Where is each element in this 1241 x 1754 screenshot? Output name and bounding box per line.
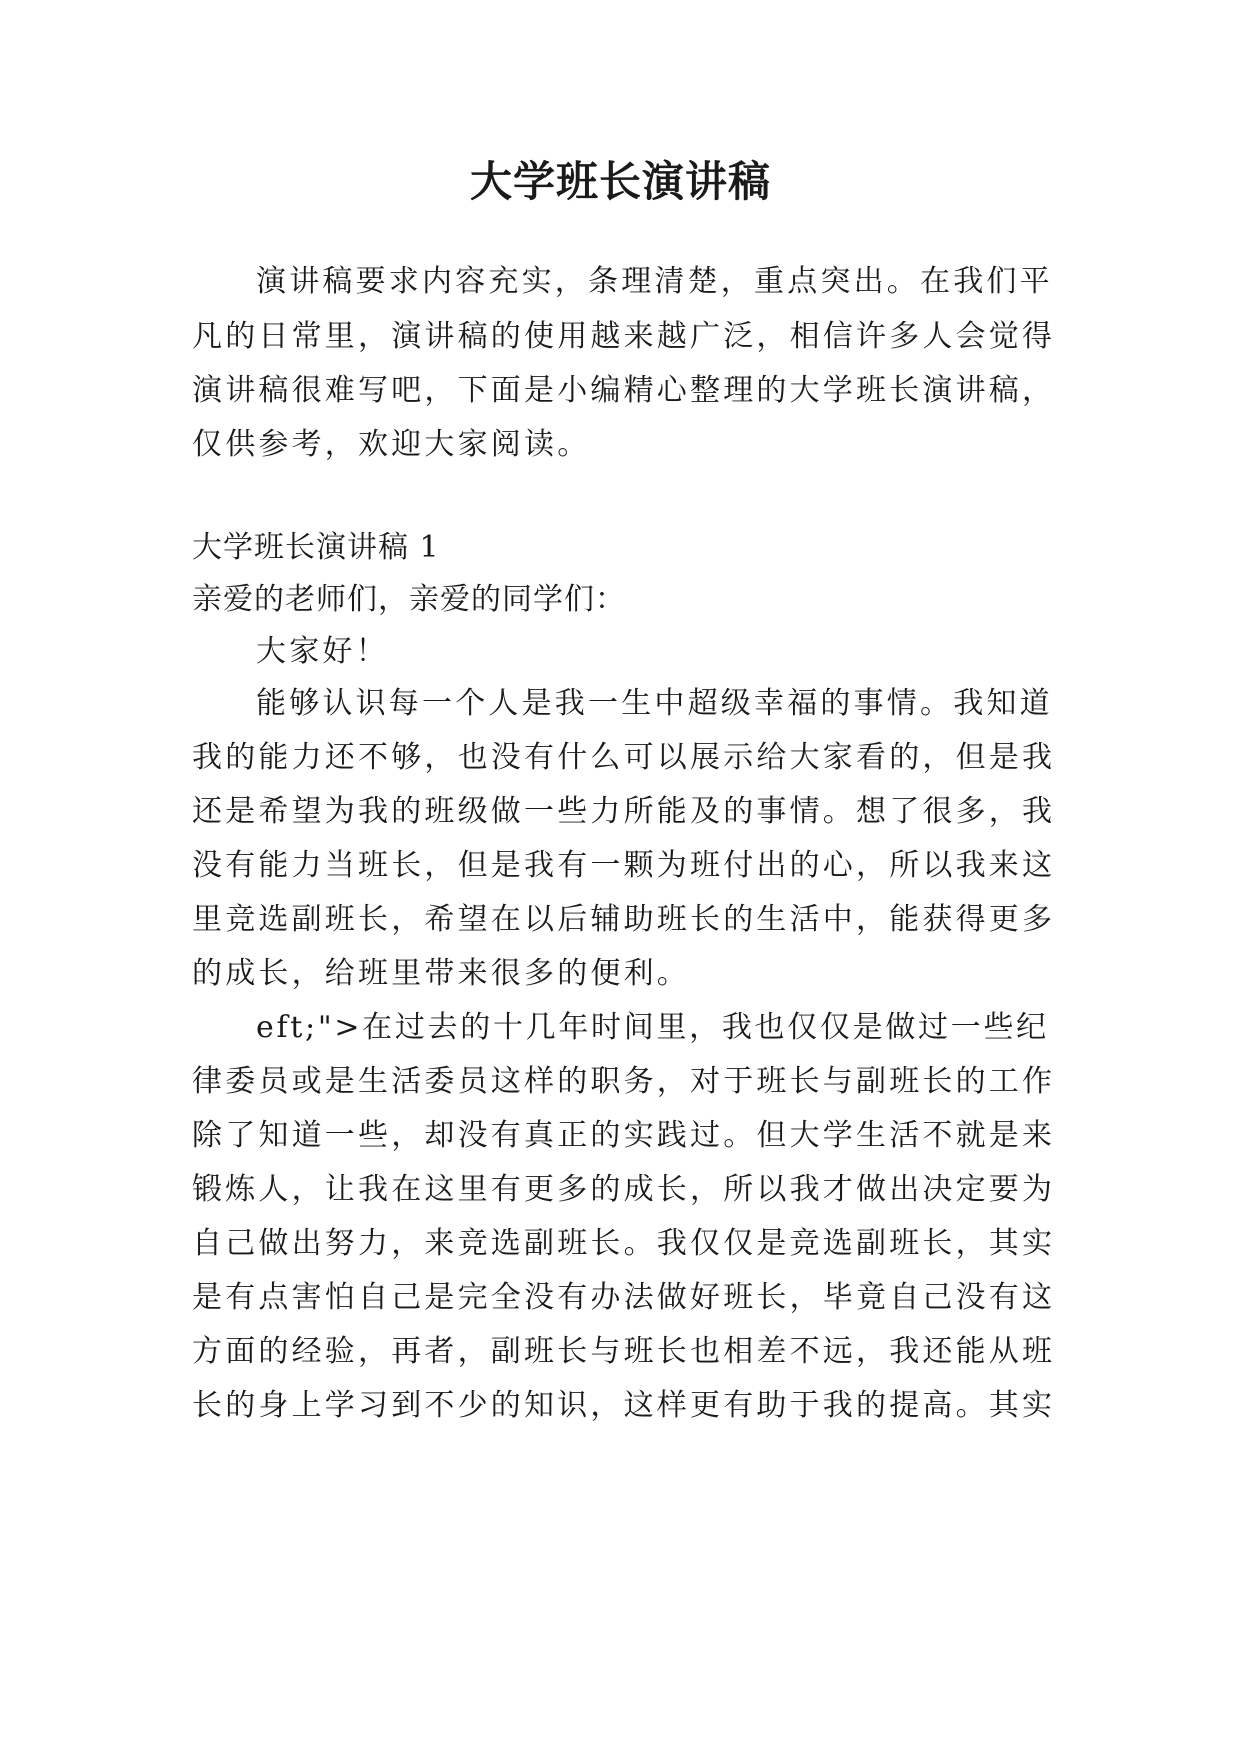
salutation: 亲爱的老师们，亲爱的同学们： [192,582,626,617]
paragraph2-line-3: 除了知道一些，却没有真正的实践过。但大学生活不就是来 [192,1118,1056,1153]
paragraph1-line-6: 的成长，给班里带来很多的便利。 [192,956,690,991]
document-title: 大学班长演讲稿 [469,157,771,206]
paragraph2-line-4: 锻炼人，让我在这里有更多的成长，所以我才做出决定要为 [192,1172,1056,1207]
paragraph2-line-1: eft;">在过去的十几年时间里，我也仅仅是做过一些纪 [256,1010,1049,1045]
paragraph2-line-8: 长的身上学习到不少的知识，这样更有助于我的提高。其实 [192,1388,1056,1423]
paragraph2-line-2: 律委员或是生活委员这样的职务，对于班长与副班长的工作 [192,1064,1056,1099]
paragraph1-line-2: 我的能力还不够，也没有什么可以展示给大家看的，但是我 [192,740,1056,775]
intro-line-3: 演讲稿很难写吧，下面是小编精心整理的大学班长演讲稿， [192,373,1056,408]
paragraph1-line-5: 里竞选副班长，希望在以后辅助班长的生活中，能获得更多 [192,902,1056,937]
paragraph2-line-7: 方面的经验，再者，副班长与班长也相差不远，我还能从班 [192,1334,1056,1369]
section-heading: 大学班长演讲稿 1 [192,530,440,565]
paragraph2-line-6: 是有点害怕自己是完全没有办法做好班长，毕竟自己没有这 [192,1280,1056,1315]
greeting: 大家好！ [256,634,389,669]
intro-line-1: 演讲稿要求内容充实，条理清楚，重点突出。在我们平 [256,264,1053,299]
intro-line-2: 凡的日常里，演讲稿的使用越来越广泛，相信许多人会觉得 [192,319,1056,354]
paragraph1-line-1: 能够认识每一个人是我一生中超级幸福的事情。我知道 [256,686,1053,721]
paragraph2-line-5: 自己做出努力，来竞选副班长。我仅仅是竞选副班长，其实 [192,1226,1056,1261]
paragraph1-line-3: 还是希望为我的班级做一些力所能及的事情。想了很多，我 [192,794,1056,829]
paragraph1-line-4: 没有能力当班长，但是我有一颗为班付出的心，所以我来这 [192,848,1056,883]
intro-line-4: 仅供参考，欢迎大家阅读。 [192,427,591,462]
